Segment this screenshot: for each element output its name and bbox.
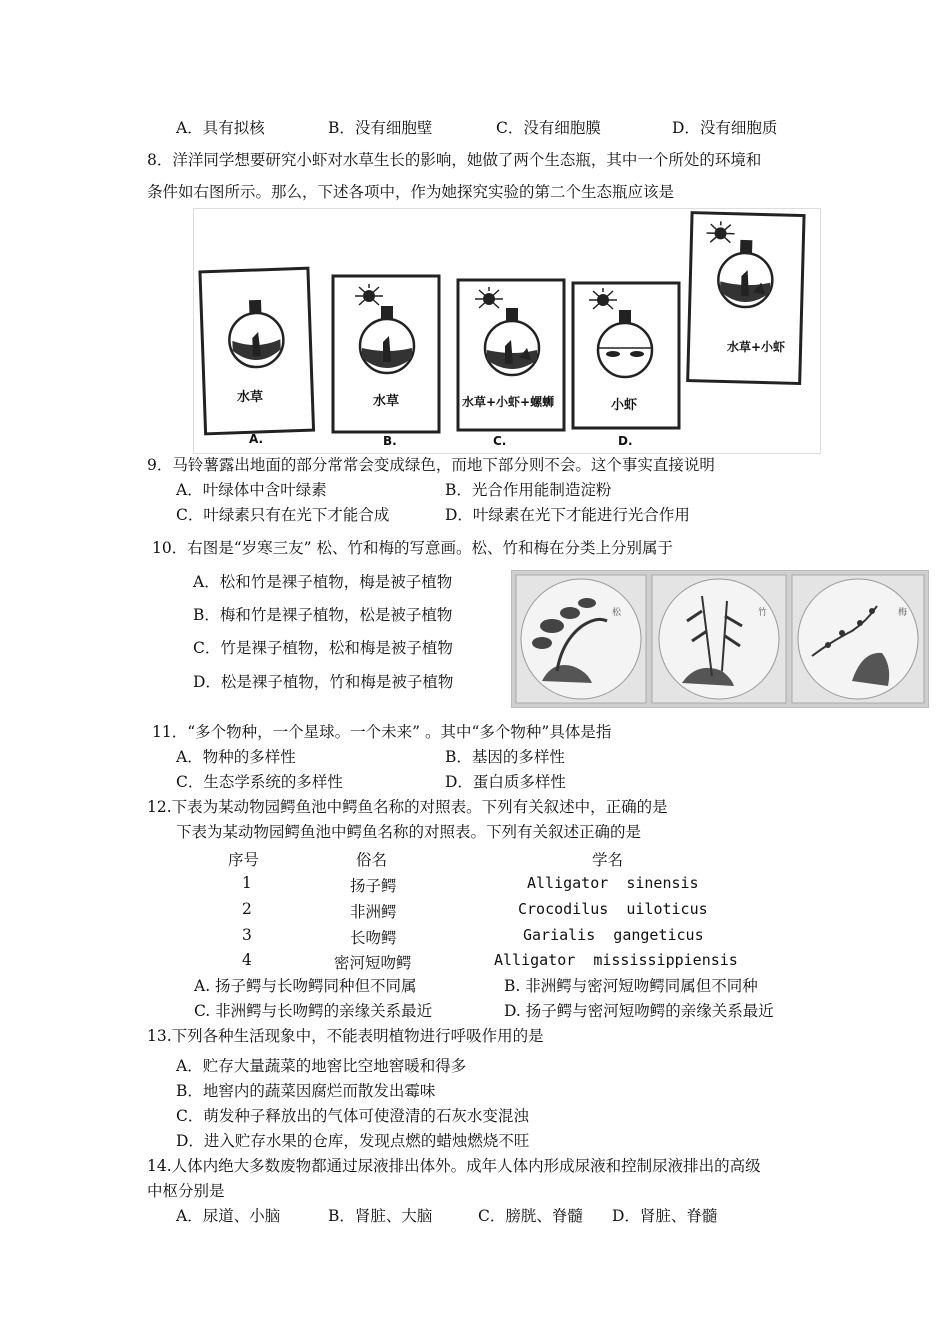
q10-option-b: B．梅和竹是裸子植物，松是被子植物	[193, 606, 453, 624]
q14-stem-line2: 中枢分别是	[147, 1182, 225, 1200]
jar-b-letter: B.	[383, 434, 397, 448]
jar-c-letter: C.	[493, 434, 507, 448]
q7-option-c: C．没有细胞膜	[496, 119, 601, 137]
q9-option-c: C．叶绿素只有在光下才能合成	[176, 506, 390, 524]
jar-b-label: 水草	[373, 394, 400, 409]
q14-stem-line1: 14.人体内绝大多数废物都通过尿液排出体外。成年人体内形成尿液和控制尿液排出的高级	[147, 1157, 761, 1175]
q9-option-b: B．光合作用能制造淀粉	[445, 481, 612, 499]
painting-label-bamboo: 竹	[758, 608, 768, 618]
three-friends-painting	[511, 570, 929, 708]
jar-a	[200, 268, 314, 434]
table-row-4-index: 4	[242, 951, 252, 969]
jar-c-label: 水草+小虾+螺蛳	[462, 395, 555, 409]
table-row-4-common: 密河短吻鳄	[334, 954, 412, 972]
painting-label-pine: 松	[612, 608, 622, 618]
q12-option-d: D. 扬子鳄与密河短吻鳄的亲缘关系最近	[504, 1002, 774, 1020]
q8-stem-line2: 条件如右图所示。那么，下述各项中，作为她探究实验的第二个生态瓶应该是	[147, 183, 675, 201]
painting-label-plum: 梅	[898, 608, 908, 618]
q14-option-c: C．膀胱、脊髓	[478, 1207, 583, 1225]
q13-option-d: D．进入贮存水果的仓库，发现点燃的蜡烛燃烧不旺	[176, 1132, 530, 1150]
q7-option-d: D．没有细胞质	[672, 119, 778, 137]
table-row-1-common: 扬子鳄	[350, 877, 397, 895]
q7-option-b: B．没有细胞壁	[328, 119, 433, 137]
q11-option-c: C．生态学系统的多样性	[176, 773, 343, 791]
table-row-2-scientific: Crocodilus uiloticus	[518, 900, 708, 918]
table-row-1-scientific: Alligator sinensis	[527, 874, 699, 892]
jar-d-label: 小虾	[611, 398, 638, 413]
q11-option-b: B．基因的多样性	[445, 748, 565, 766]
table-row-4-scientific: Alligator mississippiensis	[494, 951, 738, 969]
table-row-2-index: 2	[242, 900, 252, 918]
jar-a-label: 水草	[237, 390, 264, 405]
jar-d-letter: D.	[618, 434, 633, 448]
table-row-1-index: 1	[242, 874, 252, 892]
q12-option-c: C. 非洲鳄与长吻鳄的亲缘关系最近	[194, 1002, 433, 1020]
q13-stem: 13.下列各种生活现象中，不能表明植物进行呼吸作用的是	[147, 1027, 544, 1045]
q13-option-b: B．地窖内的蔬菜因腐烂而散发出霉味	[176, 1082, 436, 1100]
q11-option-d: D．蛋白质多样性	[445, 773, 566, 791]
q12-option-a: A. 扬子鳄与长吻鳄同种但不同属	[194, 977, 417, 995]
q9-stem: 9．马铃薯露出地面的部分常常会变成绿色，而地下部分则不会。这个事实直接说明	[147, 456, 715, 474]
q10-option-c: C．竹是裸子植物，松和梅是被子植物	[193, 639, 453, 657]
q8-stem-line1: 8．洋洋同学想要研究小虾对水草生长的影响，她做了两个生态瓶，其中一个所处的环境和	[147, 151, 762, 169]
q11-stem: 11．“多个物种，一个星球。一个未来” 。其中“多个物种”具体是指	[152, 723, 612, 741]
q13-option-a: A．贮存大量蔬菜的地窖比空地窖暖和得多	[176, 1057, 467, 1075]
jar-a-letter: A.	[249, 432, 264, 446]
table-header-index: 序号	[228, 851, 260, 869]
table-row-2-common: 非洲鳄	[350, 903, 397, 921]
q7-option-a: A．具有拟核	[176, 119, 265, 137]
q14-option-b: B．肾脏、大脑	[328, 1207, 433, 1225]
q9-option-d: D．叶绿素在光下才能进行光合作用	[445, 506, 690, 524]
q10-stem: 10．右图是“岁寒三友” 松、竹和梅的写意画。松、竹和梅在分类上分别属于	[152, 539, 674, 557]
table-header-common-name: 俗名	[356, 851, 388, 869]
q12-stem: 12.下表为某动物园鳄鱼池中鳄鱼名称的对照表。下列有关叙述中，正确的是	[147, 798, 668, 816]
table-row-3-index: 3	[242, 926, 252, 944]
reference-jar	[688, 213, 804, 384]
q10-option-a: A．松和竹是裸子植物，梅是被子植物	[193, 573, 453, 591]
q14-option-a: A．尿道、小脑	[176, 1207, 281, 1225]
table-header-scientific-name: 学名	[592, 851, 624, 869]
table-row-3-scientific: Garialis gangeticus	[523, 926, 704, 944]
q14-option-d: D．肾脏、脊髓	[612, 1207, 718, 1225]
q8-ecosystem-figure	[193, 208, 821, 454]
q12-stem-repeat: 下表为某动物园鳄鱼池中鳄鱼名称的对照表。下列有关叙述正确的是	[176, 823, 642, 841]
q13-option-c: C．萌发种子释放出的气体可使澄清的石灰水变混浊	[176, 1107, 529, 1125]
table-row-3-common: 长吻鳄	[350, 929, 397, 947]
reference-jar-label: 水草+小虾	[727, 340, 786, 354]
q9-option-a: A．叶绿体中含叶绿素	[176, 481, 327, 499]
q10-option-d: D．松是裸子植物，竹和梅是被子植物	[193, 673, 454, 691]
q11-option-a: A．物种的多样性	[176, 748, 296, 766]
q12-option-b: B. 非洲鳄与密河短吻鳄同属但不同种	[504, 977, 758, 995]
